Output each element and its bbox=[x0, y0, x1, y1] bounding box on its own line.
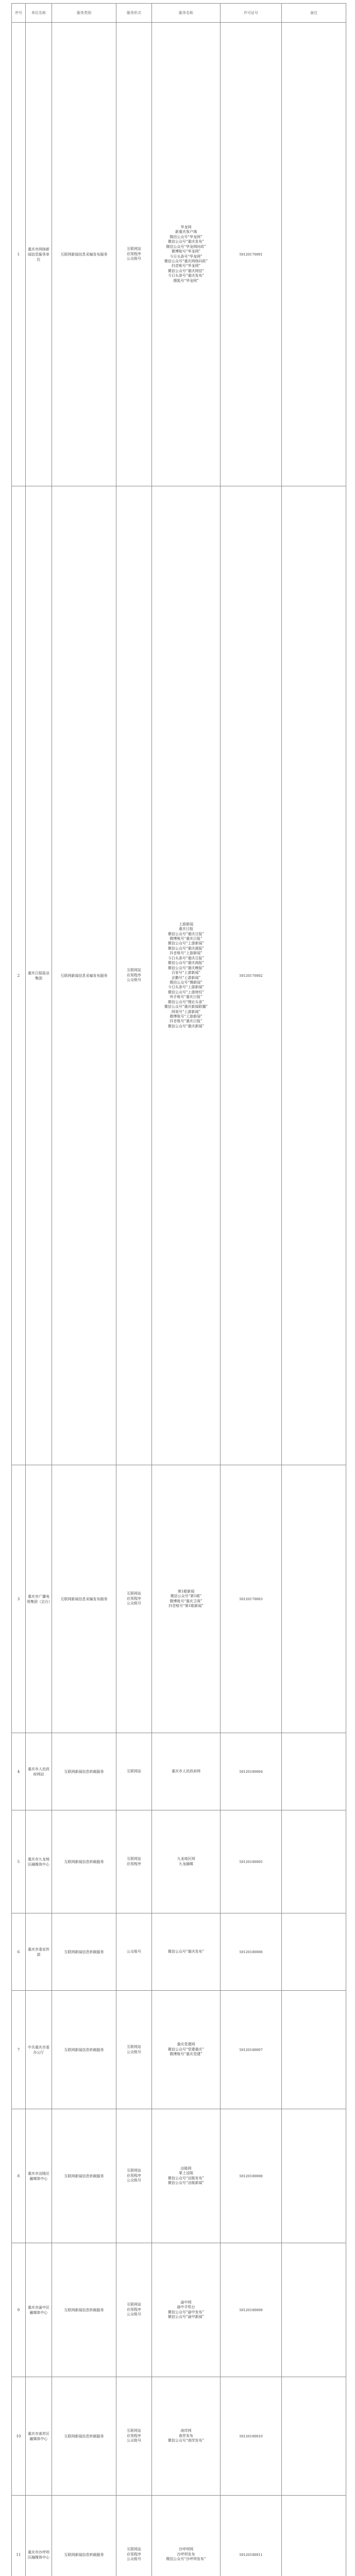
cell-scope: 互联网新闻信息转载服务 bbox=[52, 1810, 116, 1913]
service-name: 微信公众号“重庆日报” bbox=[167, 931, 205, 936]
cell-note bbox=[282, 2109, 346, 2243]
service-name: 新重庆客户端 bbox=[175, 230, 197, 234]
cell-scope: 互联网新闻信息转载服务 bbox=[52, 1991, 116, 2109]
table-body bbox=[12, 23, 346, 2576]
form-item: 应用程序 bbox=[127, 973, 141, 977]
service-name: 微信公众号“重庆新闻联播” bbox=[164, 1005, 208, 1009]
service-name: 九龙融媒 bbox=[179, 1861, 193, 1866]
cell-number: 11 bbox=[12, 2496, 26, 2576]
cell-names bbox=[152, 1733, 221, 1810]
service-name: 今日头条号“重庆发布” bbox=[167, 274, 205, 278]
cell-number: 6 bbox=[12, 1913, 26, 1991]
cell-license: 50120180006 bbox=[221, 1913, 282, 1991]
cell-names bbox=[152, 2496, 221, 2576]
form-item: 应用程序 bbox=[127, 2433, 141, 2438]
form-item: 公众账号 bbox=[127, 1949, 141, 1954]
service-name: 抖音账号“第1眼新闻” bbox=[168, 1603, 204, 1608]
service-name: 第1眼新闻 bbox=[177, 1589, 195, 1594]
cell-form bbox=[116, 2109, 152, 2243]
cell-unit: 重庆市涪陵区融媒体中心 bbox=[26, 2109, 52, 2243]
service-name: 微博账号“上游新闻” bbox=[170, 1014, 202, 1019]
cell-scope: 互联网新闻信息转载服务 bbox=[52, 2243, 116, 2377]
service-name: 今日头条号“上游新闻” bbox=[167, 985, 205, 990]
cell-names bbox=[152, 1991, 221, 2109]
cell-names bbox=[152, 1465, 221, 1733]
form-item: 互联网站 bbox=[127, 2045, 141, 2049]
service-name: 微信公众号“重庆晨报” bbox=[167, 946, 205, 951]
form-item: 应用程序 bbox=[127, 251, 141, 256]
service-name: 微信公众号“重庆新闻” bbox=[167, 1024, 205, 1028]
service-name: 重庆党建网 bbox=[177, 2042, 195, 2047]
cell-unit: 重庆市人民政府网站 bbox=[26, 1733, 52, 1810]
service-name: 南岸发布 bbox=[179, 2433, 193, 2438]
service-name: 微信公众号“重庆网络问政” bbox=[164, 259, 208, 263]
form-item: 互联网站 bbox=[127, 968, 141, 973]
table-header-row bbox=[12, 4, 346, 23]
cell-note bbox=[282, 486, 346, 1465]
service-name: 微信公众号“华龙网时政” bbox=[166, 244, 206, 249]
cell-names bbox=[152, 2109, 221, 2243]
service-name: 九龙坡区网 bbox=[177, 1857, 195, 1861]
cell-license: 50120180008 bbox=[221, 2109, 282, 2243]
form-item: 公众账号 bbox=[127, 978, 141, 982]
cell-license: 50120170001 bbox=[221, 23, 282, 486]
form-item: 互联网站 bbox=[127, 247, 141, 251]
form-item: 互联网站 bbox=[127, 1857, 141, 1861]
table-row bbox=[12, 1733, 346, 1810]
form-item: 公众账号 bbox=[127, 1601, 141, 1606]
cell-note bbox=[282, 2496, 346, 2576]
cell-form bbox=[116, 1913, 152, 1991]
service-name: 抖音账号“上游新闻” bbox=[170, 951, 202, 956]
form-item: 应用程序 bbox=[127, 1596, 141, 1601]
cell-license: 50120180004 bbox=[221, 1733, 282, 1810]
cell-number: 7 bbox=[12, 1991, 26, 2109]
service-name: 重庆市人民政府网 bbox=[172, 1769, 200, 1773]
cell-unit: 中共重庆市委办公厅 bbox=[26, 1991, 52, 2109]
service-name: 上游新闻 bbox=[179, 922, 193, 926]
cell-license: 50120180009 bbox=[221, 2243, 282, 2377]
form-item: 互联网站 bbox=[127, 2302, 141, 2307]
cell-note bbox=[282, 1733, 346, 1810]
cell-license: 50120170002 bbox=[221, 486, 282, 1465]
cell-form bbox=[116, 2243, 152, 2377]
registry-table bbox=[11, 3, 346, 2576]
service-name: 企鹅号“上游新闻” bbox=[171, 975, 201, 980]
cell-names bbox=[152, 486, 221, 1465]
cell-scope: 互联网新闻信息采编发布服务 bbox=[52, 1465, 116, 1733]
cell-license: 50120180005 bbox=[221, 1810, 282, 1913]
cell-form bbox=[116, 2377, 152, 2496]
table-row bbox=[12, 2496, 346, 2576]
table-row bbox=[12, 1810, 346, 1913]
service-name: 搜狐号“华龙网” bbox=[173, 278, 199, 283]
form-item: 互联网站 bbox=[127, 2547, 141, 2552]
cell-form bbox=[116, 1810, 152, 1913]
service-name: 微信公众号“上游财经” bbox=[167, 990, 205, 994]
cell-scope: 互联网新闻信息转载服务 bbox=[52, 1913, 116, 1991]
cell-note bbox=[282, 2377, 346, 2496]
cell-number: 4 bbox=[12, 1733, 26, 1810]
cell-unit: 重庆市渝中区融媒体中心 bbox=[26, 2243, 52, 2377]
cell-unit: 重庆市南岸区融媒体中心 bbox=[26, 2377, 52, 2496]
cell-names bbox=[152, 2243, 221, 2377]
header-form: 服务形式 bbox=[116, 4, 152, 23]
service-name: 快手账号“重庆日报” bbox=[170, 995, 202, 999]
cell-scope: 互联网新闻信息转载服务 bbox=[52, 1733, 116, 1810]
service-name: 微信公众号“渝中发布” bbox=[167, 2310, 205, 2314]
service-name: 南岸网 bbox=[180, 2429, 192, 2433]
form-item: 公众账号 bbox=[127, 2557, 141, 2562]
service-name: 渝中网 bbox=[180, 2300, 192, 2304]
cell-license: 50120170003 bbox=[221, 1465, 282, 1733]
cell-scope: 互联网新闻信息转载服务 bbox=[52, 2377, 116, 2496]
form-item: 公众账号 bbox=[127, 2438, 141, 2443]
cell-form bbox=[116, 486, 152, 1465]
cell-unit: 重庆市委宣传部 bbox=[26, 1913, 52, 1991]
service-name: 微博账号“华龙网” bbox=[171, 249, 201, 254]
cell-note bbox=[282, 1810, 346, 1913]
cell-note bbox=[282, 23, 346, 486]
cell-form bbox=[116, 23, 152, 486]
service-name: 微信公众号“党建重庆” bbox=[167, 2047, 205, 2052]
service-name: 掌上涪陵 bbox=[179, 2171, 193, 2176]
header-unit: 单位名称 bbox=[26, 4, 52, 23]
cell-note bbox=[282, 2243, 346, 2377]
table-row bbox=[12, 23, 346, 486]
header-number: 序号 bbox=[12, 4, 26, 23]
service-name: 抖音账号“重庆日报” bbox=[170, 1019, 202, 1024]
table-row bbox=[12, 2109, 346, 2243]
service-name: 沙坪坝网 bbox=[179, 2547, 193, 2552]
service-name: 微博账号“重庆卫视” bbox=[170, 1599, 202, 1603]
cell-form bbox=[116, 1991, 152, 2109]
service-name: 微信公众号“南岸发布” bbox=[167, 2438, 205, 2443]
form-item: 互联网站 bbox=[127, 2168, 141, 2173]
service-name: 微博账号“重庆党建” bbox=[170, 2052, 202, 2057]
cell-scope: 互联网新闻信息采编发布服务 bbox=[52, 23, 116, 486]
form-item: 互联网站 bbox=[127, 1591, 141, 1596]
cell-note bbox=[282, 1991, 346, 2109]
table-row bbox=[12, 1991, 346, 2109]
cell-names bbox=[152, 1810, 221, 1913]
form-item: 应用程序 bbox=[127, 2173, 141, 2178]
service-name: 微信公众号“上游新闻” bbox=[167, 941, 205, 946]
form-item: 公众账号 bbox=[127, 2312, 141, 2317]
cell-number: 5 bbox=[12, 1810, 26, 1913]
service-name: 微信公众号“理论头条” bbox=[167, 999, 205, 1004]
service-name: 网易号“上游新闻” bbox=[171, 1009, 201, 1014]
cell-unit: 重庆市广播电视集团（总台） bbox=[26, 1465, 52, 1733]
header-scope: 服务类别 bbox=[52, 4, 116, 23]
service-name: 微博账号“重庆日报” bbox=[170, 937, 202, 941]
service-name: 微信公众号“华龙网” bbox=[170, 234, 202, 239]
service-name: 微信公众号“重庆发布” bbox=[167, 240, 205, 244]
form-item: 应用程序 bbox=[127, 1861, 141, 1866]
cell-number: 2 bbox=[12, 486, 26, 1465]
cell-names bbox=[152, 2377, 221, 2496]
table-row bbox=[12, 2377, 346, 2496]
cell-unit: 重庆市九龙坡区融媒体中心 bbox=[26, 1810, 52, 1913]
cell-license: 50120180007 bbox=[221, 1991, 282, 2109]
table-row bbox=[12, 486, 346, 1465]
service-name: 今日头条号“重庆日报” bbox=[167, 956, 205, 960]
table-row bbox=[12, 1465, 346, 1733]
cell-number: 9 bbox=[12, 2243, 26, 2377]
cell-form bbox=[116, 2496, 152, 2576]
cell-scope: 互联网新闻信息采编发布服务 bbox=[52, 486, 116, 1465]
form-item: 互联网站 bbox=[127, 1769, 141, 1773]
form-item: 互联网站 bbox=[127, 2429, 141, 2433]
cell-scope: 互联网新闻信息转载服务 bbox=[52, 2496, 116, 2576]
cell-number: 10 bbox=[12, 2377, 26, 2496]
service-name: 微信公众号“渝中新闻” bbox=[167, 2314, 205, 2319]
cell-form bbox=[116, 1733, 152, 1810]
table-row bbox=[12, 2243, 346, 2377]
service-name: 微信公众号“慢新闻” bbox=[170, 980, 202, 985]
table-row bbox=[12, 1913, 346, 1991]
service-name: 沙坪坝发布 bbox=[177, 2552, 195, 2556]
service-name: 渝中手机台 bbox=[177, 2305, 195, 2310]
header-note: 备注 bbox=[282, 4, 346, 23]
cell-number: 8 bbox=[12, 2109, 26, 2243]
service-name: 微信公众号“涪陵发布” bbox=[167, 2176, 205, 2180]
service-name: 重庆日报 bbox=[179, 927, 193, 931]
form-item: 公众账号 bbox=[127, 2178, 141, 2183]
cell-license: 50120180011 bbox=[221, 2496, 282, 2576]
service-name: 百家号“上游新闻” bbox=[171, 971, 201, 975]
cell-names bbox=[152, 23, 221, 486]
cell-unit: 重庆市沙坪坝区融媒体中心 bbox=[26, 2496, 52, 2576]
service-name: 微信公众号“沙坪坝发布” bbox=[166, 2557, 206, 2562]
cell-license: 50120180010 bbox=[221, 2377, 282, 2496]
form-item: 应用程序 bbox=[127, 2307, 141, 2312]
header-license: 许可证号 bbox=[221, 4, 282, 23]
cell-note bbox=[282, 1465, 346, 1733]
service-name: 今日头条号“华龙网” bbox=[170, 254, 202, 259]
service-name: 微信公众号“涪陵新闻” bbox=[167, 2180, 205, 2185]
header-names: 服务名称 bbox=[152, 4, 221, 23]
cell-scope: 互联网新闻信息转载服务 bbox=[52, 2109, 116, 2243]
cell-number: 3 bbox=[12, 1465, 26, 1733]
form-item: 公众账号 bbox=[127, 2049, 141, 2054]
service-name: 微信公众号“重庆网信” bbox=[167, 268, 205, 273]
service-name: 微信公众号“重庆商报” bbox=[167, 961, 205, 965]
service-name: 微信公众号“重庆发布” bbox=[167, 1949, 205, 1954]
form-item: 公众账号 bbox=[127, 257, 141, 261]
cell-note bbox=[282, 1913, 346, 1991]
cell-form bbox=[116, 1465, 152, 1733]
service-name: 华龙网 bbox=[180, 225, 192, 229]
form-item: 应用程序 bbox=[127, 2552, 141, 2556]
cell-unit: 重庆市网络新闻信息服务单位 bbox=[26, 23, 52, 486]
cell-names bbox=[152, 1913, 221, 1991]
cell-unit: 重庆日报报业集团 bbox=[26, 486, 52, 1465]
service-name: 抖音账号“华龙网” bbox=[171, 264, 201, 268]
cell-number: 1 bbox=[12, 23, 26, 486]
service-name: 涪陵网 bbox=[180, 2166, 192, 2171]
service-name: 微信公众号“第1眼” bbox=[170, 1594, 202, 1599]
service-name: 微信公众号“重庆晚报” bbox=[167, 965, 205, 970]
